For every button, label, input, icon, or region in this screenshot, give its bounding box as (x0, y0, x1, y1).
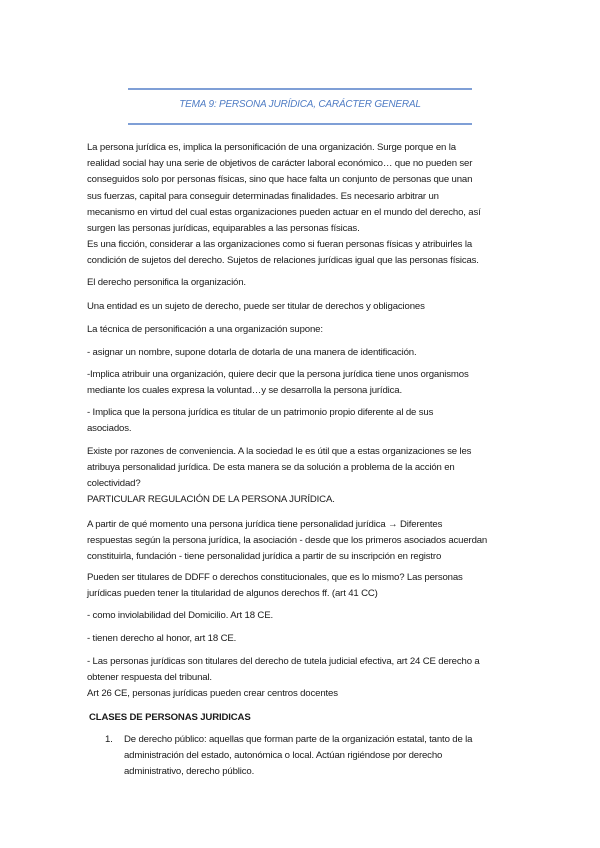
paragraph (87, 608, 547, 624)
paragraph (87, 631, 547, 647)
paragraph (87, 492, 547, 508)
paragraph-line: constituirla, fundación - tiene personalidad jurídica a partir de su inscripción en registro (87, 551, 442, 563)
paragraph (87, 299, 547, 315)
paragraph (87, 322, 547, 338)
list-number: 1. (105, 734, 113, 745)
paragraph (87, 686, 547, 702)
list-line: administración del estado, autonómica o local. Actúan rigiéndose por derecho (124, 750, 443, 762)
paragraph-line: Art 26 CE, personas jurídicas pueden crear centros docentes (87, 688, 338, 699)
paragraph (87, 570, 547, 602)
paragraph-line: A partir de qué momento una persona jurídica tiene personalidad jurídica → Diferentes (87, 519, 443, 530)
paragraph (87, 654, 547, 686)
paragraph-line: sus fuerzas, capital para conseguir determinadas finalidades. Es necesario arbitrar un (87, 190, 439, 202)
paragraph (87, 405, 547, 437)
paragraph (87, 140, 547, 237)
list-line: De derecho público: aquellas que forman parte de la organización estatal, tanto de la (124, 734, 473, 745)
paragraph-line: condición de sujetos del derecho. Sujetos de relaciones jurídicas igual que las personas físicas. (87, 255, 479, 267)
list-line: administrativo, derecho público. (124, 766, 255, 778)
paragraph-line: - como inviolabilidad del Domicilio. Art 18 CE. (87, 610, 273, 621)
paragraph-line: realidad social hay una serie de objetivos de carácter laboral económico… que no pueden ser (87, 158, 473, 170)
section-heading: CLASES DE PERSONAS JURIDICAS (89, 712, 251, 723)
paragraph (87, 345, 547, 361)
paragraph-line: Existe por razones de conveniencia. A la sociedad le es útil que a estas organizaciones se les (87, 446, 472, 457)
paragraph-line: colectividad? (87, 478, 141, 490)
document-title: TEMA 9: PERSONA JURÍDICA, CARÁCTER GENERAL (179, 99, 421, 110)
paragraph-line: - Las personas jurídicas son titulares del derecho de tutela judicial efectiva, art 24 CE derecho a (87, 656, 480, 667)
paragraph-line: - asignar un nombre, supone dotarla de dotarla de una manera de identificación. (87, 347, 417, 358)
paragraph-line: mediante los cuales expresa la voluntad…y se desarrolla la persona jurídica. (87, 385, 402, 397)
paragraph-line: Una entidad es un sujeto de derecho, puede ser titular de derechos y obligaciones (87, 301, 425, 312)
paragraph-line: PARTICULAR REGULACIÓN DE LA PERSONA JURÍDICA. (87, 494, 335, 505)
paragraph-line: - Implica que la persona jurídica es titular de un patrimonio propio diferente al de sus (87, 407, 434, 418)
paragraph (87, 517, 547, 566)
paragraph (87, 444, 547, 493)
paragraph-line: surgen las personas jurídicas, equiparables a las personas físicas. (87, 223, 360, 235)
paragraph-line: asociados. (87, 423, 132, 435)
paragraph-line: Pueden ser titulares de DDFF o derechos constitucionales, que es lo mismo? Las personas (87, 572, 463, 583)
paragraph-line: obtener respuesta del tribunal. (87, 672, 212, 684)
paragraph (87, 237, 547, 269)
paragraph-line: El derecho personifica la organización. (87, 277, 246, 288)
paragraph (87, 367, 547, 399)
paragraph-line: Es una ficción, considerar a las organizaciones como si fueran personas físicas y atribuirles la (87, 239, 473, 250)
title-rule-top (128, 88, 472, 90)
paragraph-line: jurídicas pueden tener la titularidad de algunos derechos ff. (art 41 CC) (87, 588, 378, 600)
title-rule-bottom (128, 123, 472, 125)
paragraph-line: respuestas según la persona jurídica, la asociación - desde que los primeros asociados acuerdan (87, 535, 488, 547)
paragraph-line: atribuya personalidad jurídica. De esta manera se da solución a problema de la acción en (87, 462, 455, 474)
paragraph-line: mecanismo en virtud del cual estas organizaciones pueden actuar en el mundo del derecho, así (87, 206, 481, 218)
paragraph-line: -Implica atribuir una organización, quiere decir que la persona jurídica tiene unos organismos (87, 369, 469, 380)
paragraph-line: La técnica de personificación a una organización supone: (87, 324, 323, 335)
paragraph-line: conseguidos solo por personas físicas, sino que hace falta un conjunto de personas que unan (87, 174, 473, 186)
paragraph-line: La persona jurídica es, implica la personificación de una organización. Surge porque en la (87, 142, 456, 153)
paragraph (87, 275, 547, 291)
paragraph-line: - tienen derecho al honor, art 18 CE. (87, 633, 237, 644)
